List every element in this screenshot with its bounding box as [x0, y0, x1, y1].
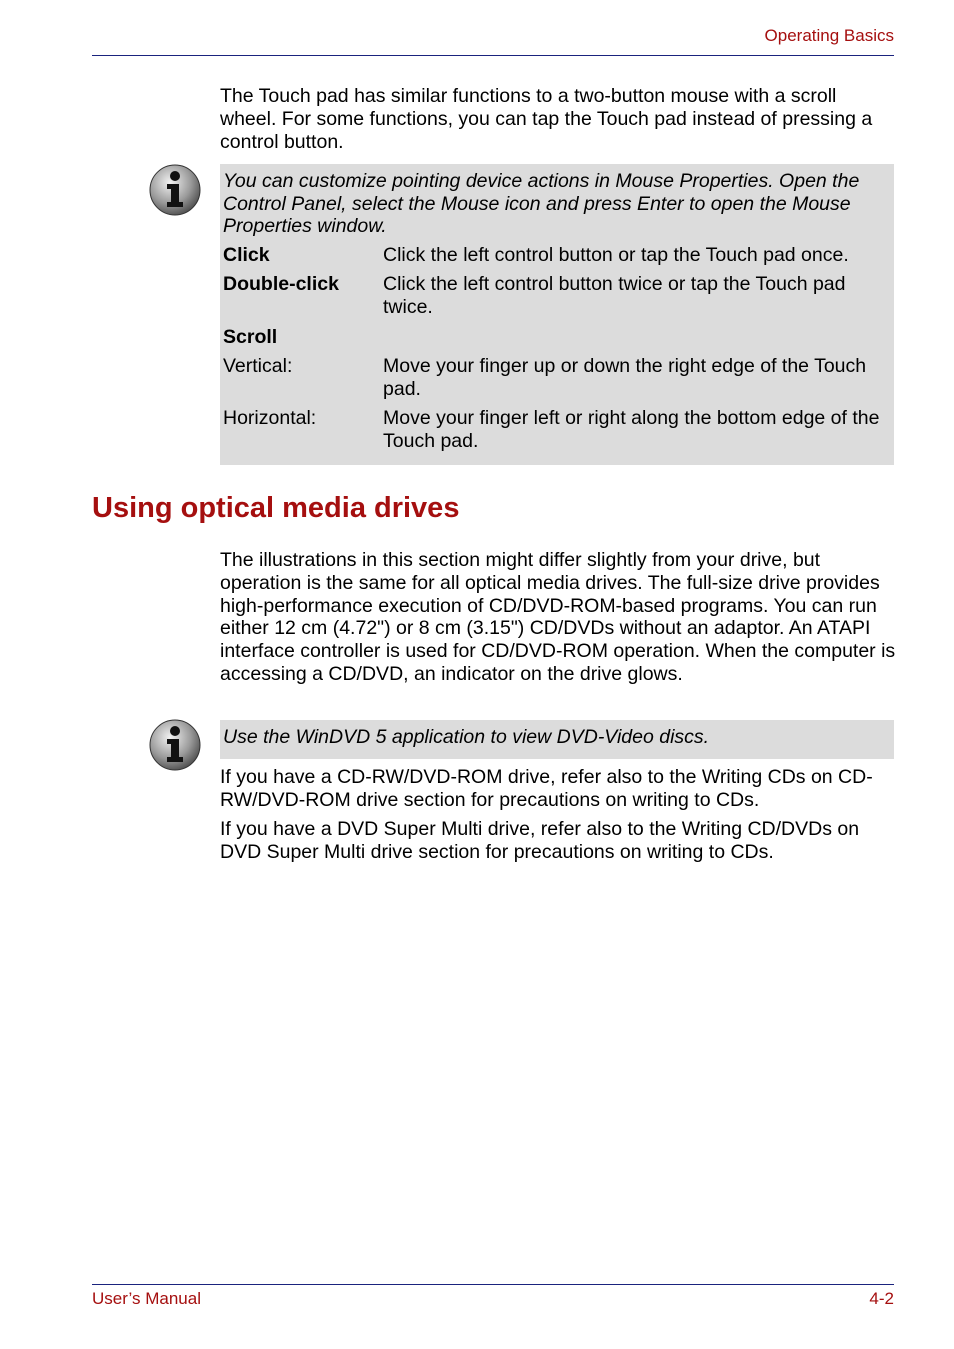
- definition-term: Horizontal:: [223, 407, 317, 430]
- definition-row: [223, 273, 890, 318]
- definition-row: [223, 244, 890, 267]
- definition-desc: Move your finger up or down the right edge of the Touch pad.: [383, 355, 867, 400]
- definition-desc: Move your finger left or right along the bottom edge of the Touch pad.: [383, 407, 880, 452]
- definition-term: Double-click: [223, 273, 339, 296]
- definition-term: Click: [223, 243, 270, 266]
- note-box-windvd: [220, 720, 894, 759]
- definition-desc: [383, 326, 890, 349]
- header-rule: [92, 55, 894, 56]
- definition-desc: Click the left control button or tap the Touch pad once.: [383, 243, 849, 266]
- definition-list: [223, 244, 890, 453]
- super-multi-paragraph: If you have a DVD Super Multi drive, refer also to the Writing CD/DVDs on DVD Super Multi drive section for precautions on writing to CDs.: [220, 818, 860, 863]
- note-box-mouse: [220, 164, 894, 465]
- footer-manual-title: User’s Manual: [92, 1289, 201, 1308]
- info-icon: [148, 163, 202, 217]
- section-body-paragraph: The illustrations in this section might differ slightly from your drive, but operation is the same for all optical media drives. The full-size drive provides high-performance execution of CD/DVD-ROM-based programs. You can run either 12 cm (4.72") or 8 cm (3.15") CD/DVDs without an adaptor. An ATAPI interface controller is used for CD/DVD-ROM operation. When the computer is accessing a CD/DVD, an indicator on the drive glows.: [220, 549, 896, 685]
- definition-term: Vertical:: [223, 355, 293, 378]
- note-text-windvd: Use the WinDVD 5 application to view DVD-Video discs.: [223, 726, 710, 748]
- definition-term: Scroll: [223, 325, 278, 348]
- definition-desc: Click the left control button twice or tap the Touch pad twice.: [383, 273, 846, 318]
- page-number: 4-2: [869, 1289, 894, 1308]
- definition-row: [223, 326, 890, 349]
- running-header: Operating Basics: [764, 26, 894, 45]
- info-icon: [148, 718, 202, 772]
- section-title: Using optical media drives: [92, 492, 460, 524]
- definition-row: [223, 407, 890, 452]
- cdrw-paragraph: If you have a CD-RW/DVD-ROM drive, refer also to the Writing CDs on CD-RW/DVD-ROM drive section for precautions on writing to CDs.: [220, 766, 873, 811]
- note-text-mouse: You can customize pointing device actions in Mouse Properties. Open the Control Panel, select the Mouse icon and press Enter to open the Mouse Properties window.: [223, 170, 860, 238]
- definition-row: [223, 355, 890, 400]
- intro-paragraph: The Touch pad has similar functions to a two-button mouse with a scroll wheel. For some functions, you can tap the Touch pad instead of pressing a control button.: [220, 85, 873, 153]
- footer-rule: [92, 1284, 894, 1285]
